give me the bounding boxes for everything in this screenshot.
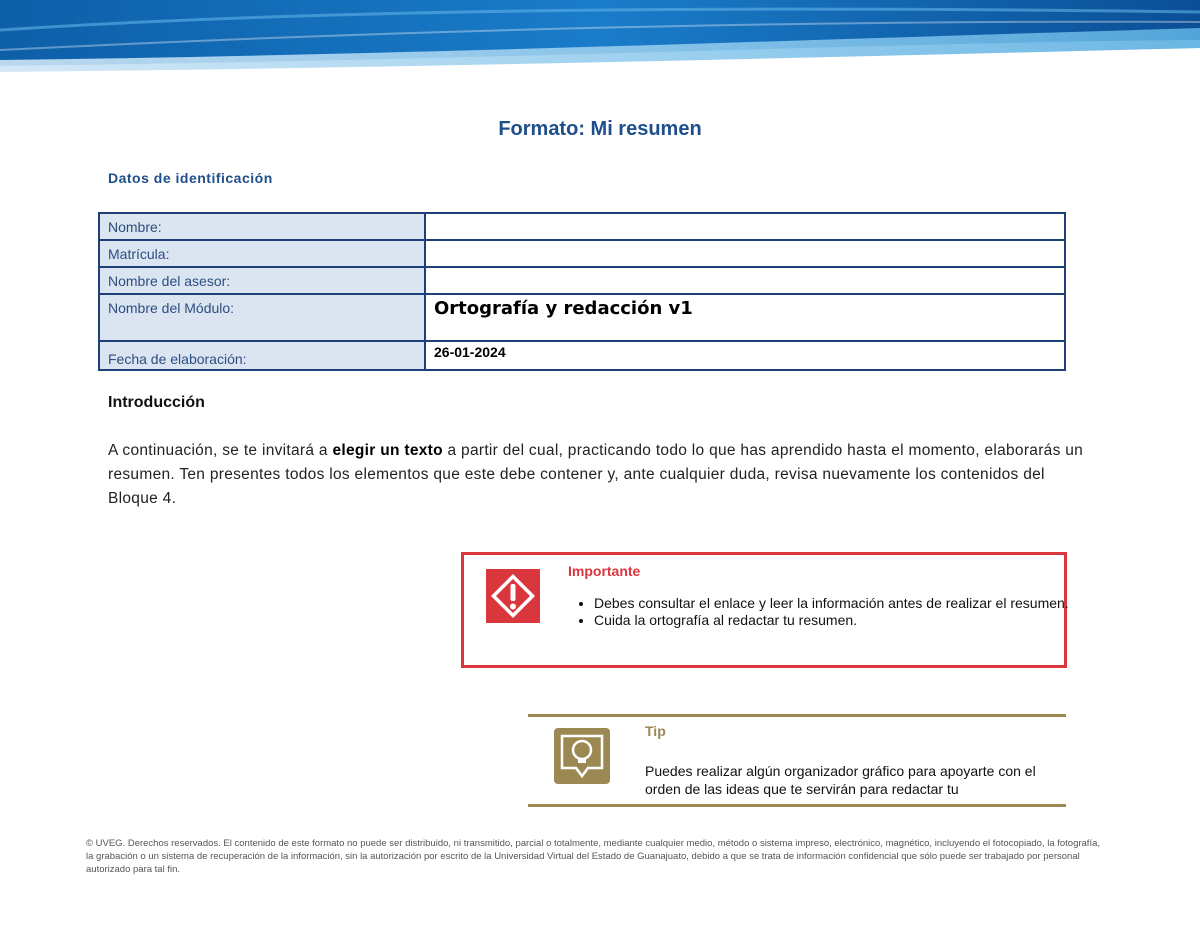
asesor-label: Nombre del asesor:: [99, 267, 425, 294]
page-title: Formato: Mi resumen: [498, 118, 702, 140]
important-box: [461, 552, 1067, 668]
table-row: [99, 341, 1065, 370]
table-row: [99, 240, 1065, 267]
banner-wave-graphic: [0, 0, 1200, 78]
modulo-field[interactable]: Ortografía y redacción v1: [425, 294, 1065, 341]
matricula-label: Matrícula:: [99, 240, 425, 267]
table-row: [99, 294, 1065, 341]
warning-icon: [486, 569, 540, 623]
copyright-footer: © UVEG. Derechos reservados. El contenido de este formato no puede ser distribuido, ni transmitido, parcial o totalmente, mediante cualquier medio, método o sistema impreso, electrónico, magnético, incluyendo el fotocopiado, la fotografía, la grabación o un sistema de recuperación de la información, sin la autorización por escrito de la Universidad Virtual del Estado de Guanajuato, debido a que se trata de información confidencial que sólo puede ser trabajado por personal autorizado para tal fin.: [86, 838, 1101, 875]
nombre-field[interactable]: [425, 213, 1065, 240]
tip-text: Puedes realizar algún organizador gráfico para apoyarte con el orden de las ideas que te servirán para redactar tu: [645, 763, 1036, 797]
asesor-field[interactable]: [425, 267, 1065, 294]
intro-heading: Introducción: [108, 394, 205, 411]
table-row: [99, 213, 1065, 240]
fecha-label: Fecha de elaboración:: [99, 341, 425, 370]
section-label: Datos de identificación: [108, 170, 273, 186]
identification-table: [98, 212, 1066, 371]
list-item: • Debes consultar el enlace y leer la información antes de realizar el resumen.: [594, 595, 1074, 612]
matricula-field[interactable]: [425, 240, 1065, 267]
important-list: [570, 595, 1074, 629]
intro-text-start: A continuación, se te invitará a: [108, 442, 333, 459]
fecha-field[interactable]: 26-01-2024: [425, 341, 1065, 370]
intro-text-end: a partir del cual, practicando todo lo que has aprendido hasta el momento, elaborarás un resumen. Ten presentes todos los elementos que este debe contener y, ante cualquier duda, revisa nuevamente los contenidos del Bloque 4.: [108, 442, 1084, 507]
important-title: Importante: [568, 563, 641, 579]
header-banner: [0, 0, 1200, 78]
tip-title: Tip: [645, 723, 666, 739]
list-item: • Cuida la ortografía al redactar tu resumen.: [594, 612, 1074, 629]
intro-text-bold: elegir un texto: [332, 442, 443, 459]
intro-paragraph: [108, 439, 1098, 511]
tip-box: [528, 714, 1066, 807]
modulo-label: Nombre del Módulo:: [99, 294, 425, 341]
lightbulb-icon: [554, 728, 610, 784]
table-row: [99, 267, 1065, 294]
nombre-label: Nombre:: [99, 213, 425, 240]
